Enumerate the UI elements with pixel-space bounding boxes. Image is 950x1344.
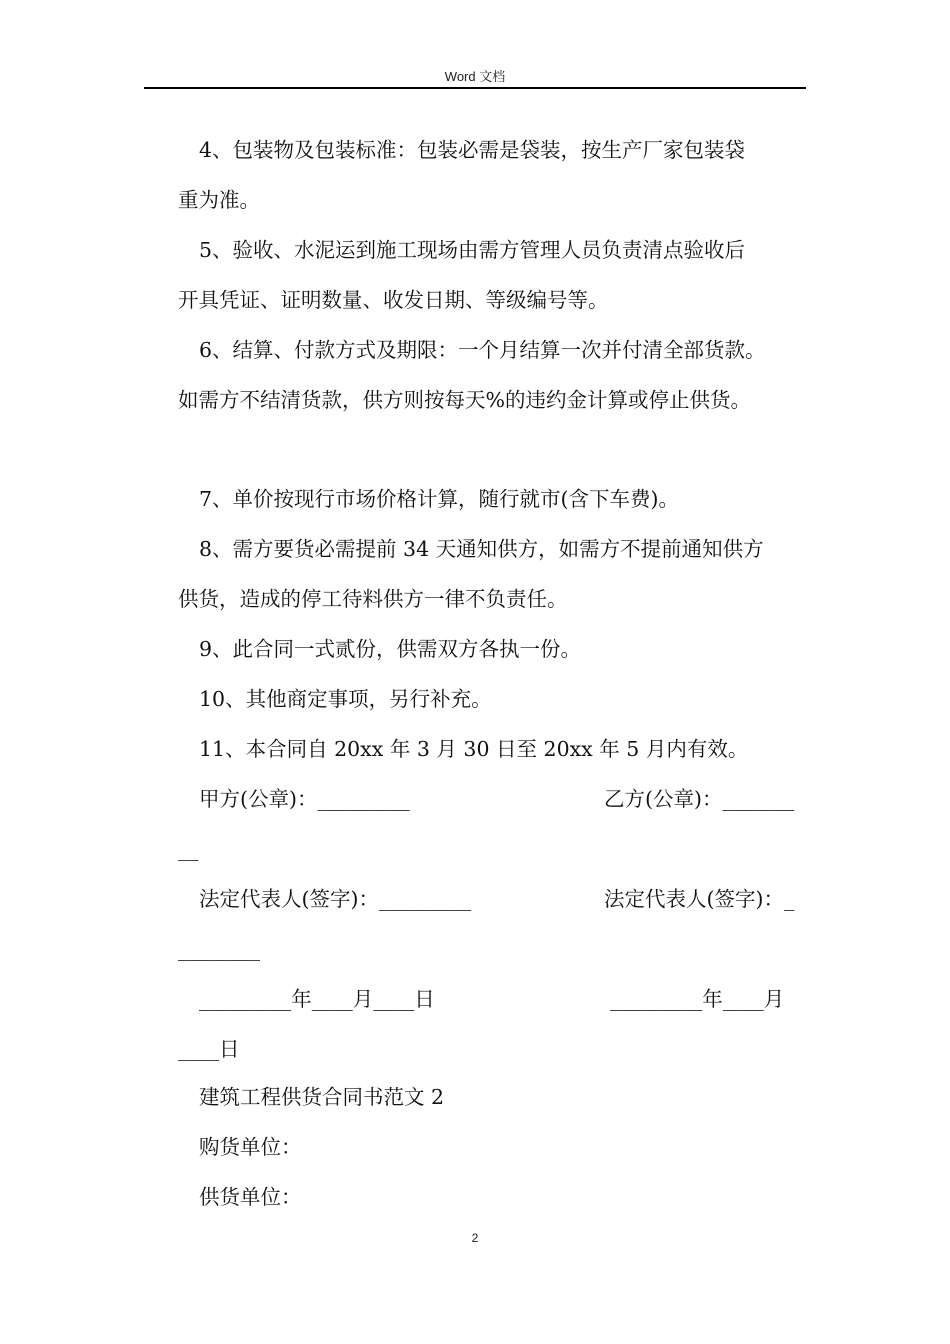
party-a-seal: 甲方(公章)：_________ (199, 787, 410, 811)
page-number: 2 (471, 1231, 479, 1245)
party-b-seal: 乙方(公章)：_______ (604, 787, 795, 811)
clause-5-line-1: 5、验收、水泥运到施工现场由需方管理人员负责清点验收后 (199, 238, 746, 262)
party-a-date: _________年____月____日 (199, 987, 435, 1011)
party-b-seal-continued: __ (178, 837, 199, 861)
header-divider (144, 87, 806, 89)
clause-7: 7、单价按现行市场价格计算，随行就市(含下车费)。 (199, 487, 680, 511)
party-b-date-continued: ____日 (178, 1037, 240, 1061)
party-a-representative: 法定代表人(签字)：_________ (199, 887, 472, 911)
clause-9: 9、此合同一式贰份，供需双方各执一份。 (199, 637, 582, 661)
party-b-representative-continued: ________ (178, 937, 260, 961)
party-b-representative: 法定代表人(签字)：_ (604, 887, 795, 911)
clause-6-line-1: 6、结算、付款方式及期限：一个月结算一次并付清全部货款。 (199, 338, 766, 362)
supplier-unit-label: 供货单位： (199, 1185, 302, 1209)
clause-11: 11、本合同自 20xx 年 3 月 30 日至 20xx 年 5 月内有效。 (199, 737, 749, 761)
clause-8-line-1: 8、需方要货必需提前 34 天通知供方，如需方不提前通知供方 (199, 537, 764, 561)
clause-8-line-2: 供货，造成的停工待料供方一律不负责任。 (178, 587, 568, 611)
clause-10: 10、其他商定事项，另行补充。 (199, 687, 492, 711)
page-header: Word 文档 (444, 69, 506, 84)
clause-4-line-2: 重为准。 (178, 188, 260, 212)
clause-4-line-1: 4、包装物及包装标准：包装必需是袋装，按生产厂家包装袋 (199, 138, 746, 162)
buyer-unit-label: 购货单位： (199, 1135, 302, 1159)
section-2-title: 建筑工程供货合同书范文 2 (199, 1085, 445, 1109)
clause-6-line-2: 如需方不结清货款，供方则按每天%的违约金计算或停止供货。 (178, 388, 751, 412)
clause-5-line-2: 开具凭证、证明数量、收发日期、等级编号等。 (178, 288, 609, 312)
party-b-date: _________年____月 (610, 987, 785, 1011)
